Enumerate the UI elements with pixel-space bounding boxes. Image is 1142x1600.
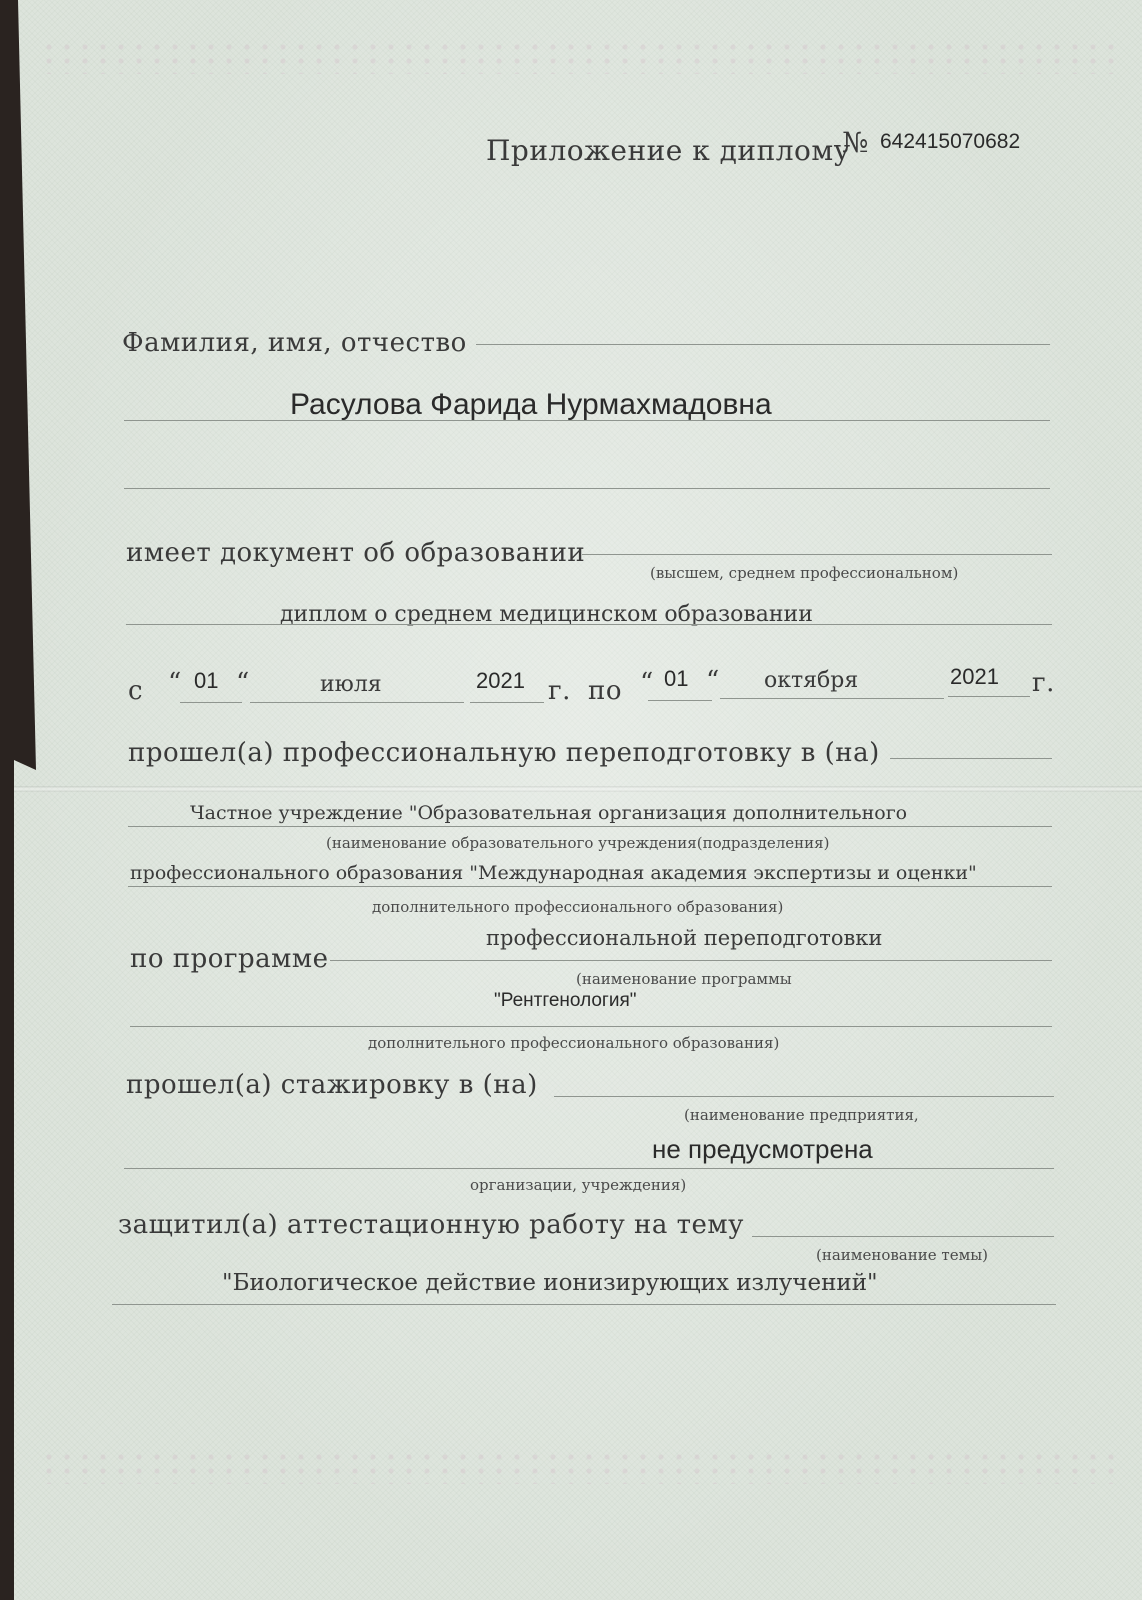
- decorative-pattern-top: [40, 40, 1122, 74]
- fio-line: [476, 344, 1050, 345]
- period-to-day: 01: [664, 666, 689, 691]
- period-to-month: октября: [764, 668, 859, 693]
- internship-value: не предусмотрена: [652, 1134, 873, 1164]
- period-from-month: июля: [320, 672, 382, 697]
- internship-hint2: организации, учреждения): [470, 1176, 687, 1194]
- program-value-line1: профессиональной переподготовки: [486, 926, 883, 950]
- fio-value: Расулова Фарида Нурмахмадовна: [290, 388, 772, 421]
- program-label: по программе: [130, 944, 329, 974]
- education-line: [582, 554, 1052, 555]
- retraining-label: прошел(а) профессиональную переподготовку в (на): [128, 738, 880, 768]
- document-title: Приложение к диплому: [486, 134, 851, 167]
- education-value: диплом о среднем медицинском образовании: [280, 602, 813, 627]
- retraining-org-line1: Частное учреждение "Образовательная организация дополнительного: [190, 802, 908, 824]
- period-from-year: 2021: [476, 668, 525, 693]
- retraining-hint1: (наименование образовательного учреждения(подразделения): [326, 834, 830, 852]
- number-sign: №: [842, 126, 869, 159]
- retraining-hint2: дополнительного профессионального образования): [372, 898, 784, 916]
- fio-value-line: [124, 420, 1050, 421]
- diploma-number: 642415070682: [880, 130, 1021, 153]
- education-value-line: [126, 624, 1052, 625]
- period-to-year: 2021: [950, 664, 999, 689]
- decorative-pattern-bottom: [40, 1450, 1122, 1484]
- period-to-prefix: по: [588, 676, 622, 706]
- diploma-supplement-page: [14, 0, 1142, 1600]
- thesis-hint: (наименование темы): [816, 1246, 989, 1264]
- fio-extra-line: [124, 488, 1050, 489]
- period-year-suffix-1: г.: [548, 676, 571, 706]
- period-from-prefix: с: [128, 676, 144, 706]
- program-hint2: дополнительного профессионального образования): [368, 1034, 780, 1052]
- thesis-value: "Биологическое действие ионизирующих излучений": [222, 1270, 878, 1296]
- page-fold: [14, 786, 1142, 792]
- fio-label: Фамилия, имя, отчество: [122, 328, 467, 358]
- retraining-org-line2: профессионального образования "Международная академия экспертизы и оценки": [130, 862, 977, 884]
- period-year-suffix-2: г.: [1032, 668, 1055, 698]
- internship-hint1: (наименование предприятия,: [684, 1106, 919, 1124]
- education-hint: (высшем, среднем профессиональном): [650, 564, 959, 582]
- education-label: имеет документ об образовании: [126, 538, 586, 568]
- program-hint1: (наименование программы: [576, 970, 792, 988]
- internship-label: прошел(а) стажировку в (на): [126, 1070, 538, 1100]
- period-from-day: 01: [194, 668, 219, 693]
- thesis-label: защитил(а) аттестационную работу на тему: [118, 1210, 744, 1240]
- program-value-line2: "Рентгенология": [494, 990, 637, 1011]
